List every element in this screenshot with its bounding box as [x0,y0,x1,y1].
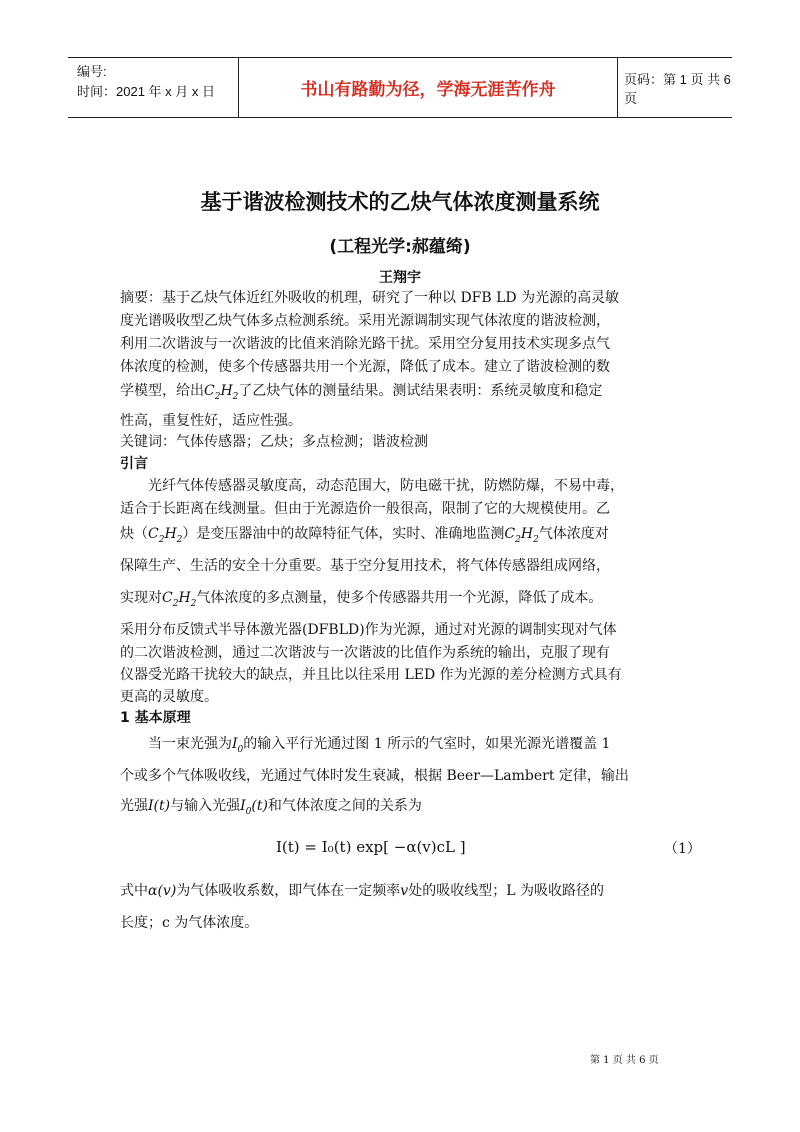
intro-line: 实现对$C_2H_2$气体浓度的多点测量，使多个传感器共用一个光源，降低了成本。 [120,590,603,609]
document-title: 基于谐波检测技术的乙炔气体浓度测量系统 [200,190,600,214]
header-meta-cell [68,58,238,117]
section-line: 式中α(v)为气体吸收系数，即气体在一定频率v处的吸收线型；L 为吸收路径的 [120,883,604,899]
section-line: 光强I(t)与输入光强$I_0(t)$和气体浓度之间的关系为 [120,798,422,817]
abstract-line: 学模型，给出$C_2H_2$了乙炔气体的测量结果。测试结果表明：系统灵敏度和稳定 [120,383,603,402]
intro-line: 保障生产、生活的安全十分重要。基于空分复用技术，将气体传感器组成网络， [120,558,610,574]
symbol-i0t: $I_0(t)$ [240,798,268,817]
equation-number: （1） [664,841,701,857]
author-name: 王翔宇 [379,270,421,286]
intro-line: 适合于长距离在线测量。但由于光源造价一般很高，限制了它的大规模使用。乙 [120,501,610,517]
section-heading: 1 基本原理 [120,710,191,726]
symbol-alpha: α(v) [148,883,177,899]
document-subtitle: (工程光学:郝蕴绮) [329,237,471,257]
intro-heading: 引言 [120,456,148,472]
intro-line: 采用分布反馈式半导体激光器(DFBLD)作为光源，通过对光源的调制实现对气体 [120,622,617,638]
intro-line: 更高的灵敏度。 [120,689,218,705]
formula-c2h2: $C_2H_2$ [504,526,539,545]
symbol-it: I(t) [148,798,171,814]
header-motto: 书山有路勤为径，学海无涯苦作舟 [238,58,618,117]
intro-line: 的二次谐波检测，通过二次谐波与一次谐波的比值作为系统的输出，克服了现有 [120,645,610,661]
symbol-v: v [400,883,409,899]
intro-line: 光纤气体传感器灵敏度高，动态范围大，防电磁干扰，防燃防爆，不易中毒， [148,478,624,494]
symbol-i0: $I_0$ [232,736,244,755]
page-footer: 第 1 页 共 6 页 [590,1055,659,1066]
abstract-line: 摘要：基于乙炔气体近红外吸收的机理，研究了一种以 DFB LD 为光源的高灵敏 [120,290,620,306]
formula-c2h2: $C_2H_2$ [162,590,197,609]
time-label: 时间：2021 年 x 月 x 日 [77,84,215,99]
section-line: 个或多个气体吸收线，光通过气体时发生衰减，根据 Beer—Lambert 定律，输出 [120,768,629,784]
abstract-line: 利用二次谐波与一次谐波的比值来消除光路干扰。采用空分复用技术实现多点气 [120,336,610,352]
equation-1: I(t) = I₀(t) exp[ −α(v)cL ] [276,838,466,856]
header-page-info: 页码：第 1 页 共 6 页 [624,71,731,106]
abstract-line: 体浓度的检测，使多个传感器共用一个光源，降低了成本。建立了谐波检测的数 [120,359,610,375]
section-line: 当一束光强为$I_0$的输入平行光通过图 1 所示的气室时，如果光源光谱覆盖 1 [148,736,611,755]
abstract-line: 度光谱吸收型乙炔气体多点检测系统。采用光源调制实现气体浓度的谐波检测， [120,313,610,329]
intro-line: 仪器受光路干扰较大的缺点，并且比以往采用 LED 作为光源的差分检测方式具有 [120,667,622,683]
formula-c2h2: $C_2H_2$ [204,383,239,402]
header-table [68,57,732,118]
formula-c2h2: $C_2H_2$ [148,526,183,545]
number-label: 编号: [77,64,107,79]
section-line: 长度；c 为气体浓度。 [120,915,259,931]
keywords: 关键词：气体传感器；乙炔；多点检测；谐波检测 [120,434,428,450]
intro-line: 炔$(C_2H_2)$是变压器油中的故障特征气体，实时、准确地监测$C_2H_2$气体浓度对 [120,526,609,545]
abstract-line: 性高，重复性好，适应性强。 [120,413,302,429]
